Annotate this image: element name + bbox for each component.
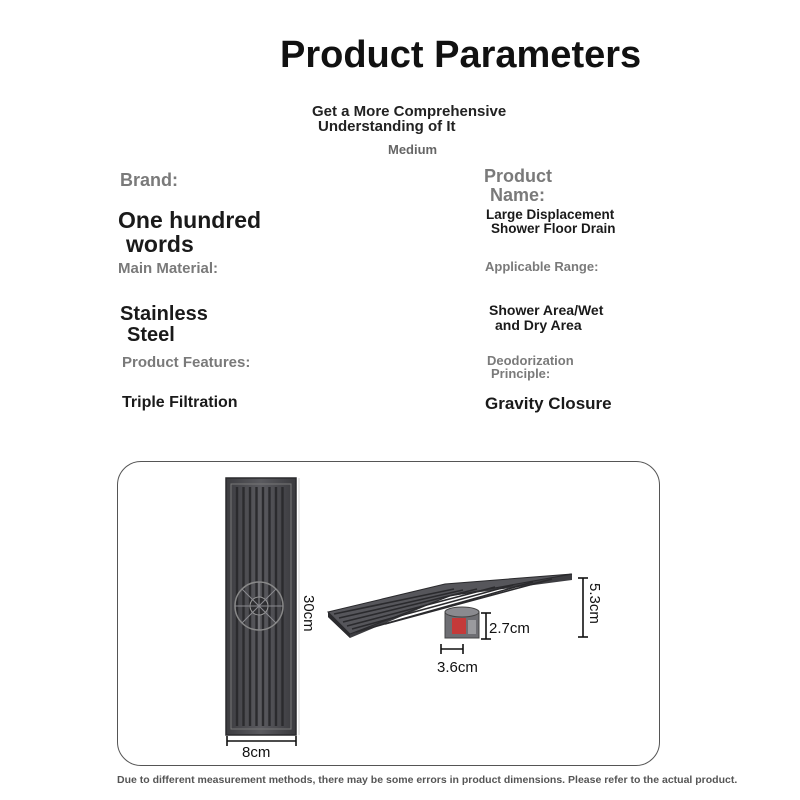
deodorization-label-line-2: Principle: xyxy=(491,366,551,381)
grade-label: Medium xyxy=(388,142,438,157)
product-name-label-line-1: Product xyxy=(484,166,553,186)
features-label: Product Features: xyxy=(122,354,251,371)
product-name-label-line-2: Name: xyxy=(490,185,546,205)
drain-side-view xyxy=(328,574,572,638)
brand-value-line-1: One hundred xyxy=(118,207,262,233)
subtitle-line-1: Get a More Comprehensive xyxy=(312,103,507,120)
range-value-line-1: Shower Area/Wet xyxy=(489,302,604,318)
width-label: 8cm xyxy=(242,744,271,761)
outlet-pipe xyxy=(445,607,479,638)
product-name-value-line-2: Shower Floor Drain xyxy=(491,221,616,236)
outlet-diameter-label: 3.6cm xyxy=(437,659,478,676)
outlet-height-label: 2.7cm xyxy=(489,620,530,637)
page-title: Product Parameters xyxy=(280,34,642,76)
material-value-line-2: Steel xyxy=(127,324,175,346)
length-label: 30cm xyxy=(300,595,317,632)
brand-label: Brand: xyxy=(120,170,178,190)
material-label: Main Material: xyxy=(118,260,219,277)
product-name-value-line-1: Large Displacement xyxy=(486,207,615,222)
outlet-diameter-dimension xyxy=(441,644,463,654)
range-value-line-2: and Dry Area xyxy=(495,317,582,333)
deodorization-label-line-1: Deodorization xyxy=(487,353,574,368)
drain-top-view xyxy=(226,478,296,735)
brand-value-line-2: words xyxy=(126,231,194,257)
deodorization-value: Gravity Closure xyxy=(485,394,612,413)
length-dimension xyxy=(299,478,317,735)
range-label: Applicable Range: xyxy=(485,259,599,274)
height-label: 5.3cm xyxy=(586,583,603,624)
features-value: Triple Filtration xyxy=(122,394,238,411)
material-value-line-1: Stainless xyxy=(120,303,208,325)
subtitle-line-2: Understanding of It xyxy=(318,118,456,135)
measurement-note: Due to different measurement methods, there may be some errors in product dimensions. Please refer to the actual product. xyxy=(117,774,738,786)
